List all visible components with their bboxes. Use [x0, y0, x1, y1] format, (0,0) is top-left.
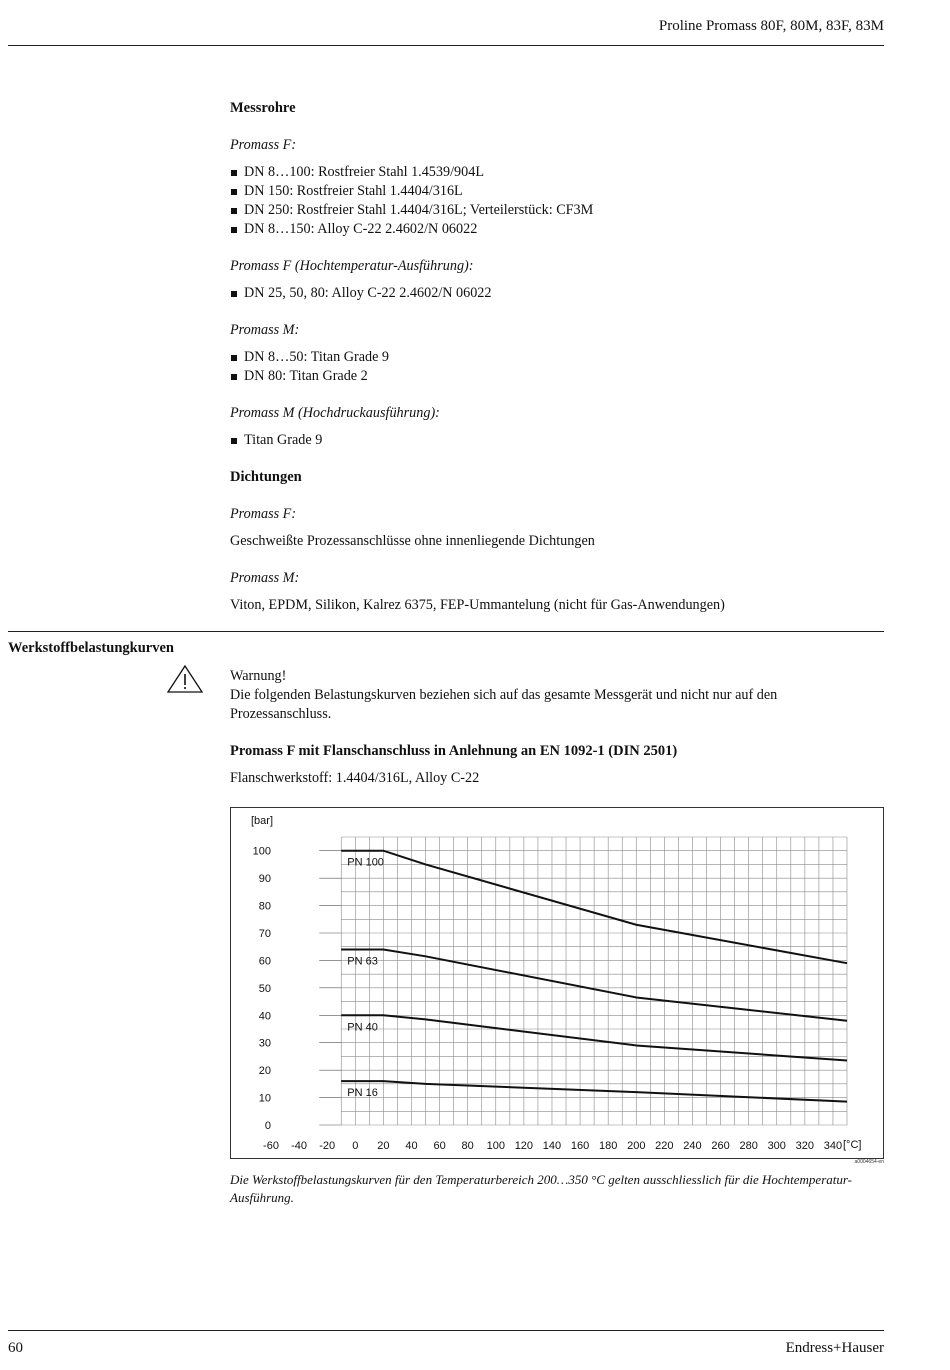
page-number: 60	[8, 1340, 23, 1356]
y-tick-label: 20	[258, 1065, 271, 1078]
list-item: DN 8…50: Titan Grade 9	[230, 348, 890, 367]
y-tick-label: 100	[252, 845, 271, 858]
group-label-promass-m-hd: Promass M (Hochdruckausführung):	[230, 405, 440, 421]
chart-axes	[319, 851, 341, 1125]
x-tick-label: 340	[823, 1140, 843, 1152]
chart-caption: Die Werkstoffbelastungskurven für den Temperaturbereich 200…350 °C gelten ausschliesslich für die Hochtemperatur-Ausführung.	[230, 1172, 853, 1205]
x-tick-label: 160	[570, 1140, 590, 1152]
promass-m-list	[230, 348, 890, 386]
x-tick-label: 300	[767, 1140, 786, 1152]
list-item: DN 250: Rostfreier Stahl 1.4404/316L; Verteilerstück: CF3M	[230, 201, 890, 220]
belastung-section	[230, 667, 890, 788]
y-tick-label: 80	[258, 900, 271, 913]
list-item: DN 150: Rostfreier Stahl 1.4404/316L	[230, 182, 890, 201]
x-tick-label: 20	[377, 1140, 390, 1152]
y-tick-label: 10	[258, 1092, 271, 1105]
series-label: PN 100	[347, 856, 384, 869]
chart-heading: Promass F mit Flanschanschluss in Anlehnung an EN 1092-1 (DIN 2501)	[230, 743, 678, 759]
list-item: Titan Grade 9	[230, 431, 890, 450]
x-tick-label: 0	[352, 1140, 359, 1152]
x-tick-label: 60	[433, 1140, 446, 1152]
x-tick-label: -60	[263, 1140, 279, 1152]
y-tick-label: 90	[258, 873, 271, 886]
pressure-temperature-chart	[231, 808, 883, 1158]
y-tick-label: 0	[264, 1120, 271, 1132]
dichtungen-f-text: Geschweißte Prozessanschlüsse ohne innenliegende Dichtungen	[230, 533, 595, 549]
dichtungen-f-label: Promass F:	[230, 506, 297, 522]
warning-title: Warnung!	[230, 668, 287, 684]
section-rule	[8, 631, 884, 632]
promass-f-ht-list	[230, 284, 890, 303]
chart-frame	[230, 807, 884, 1159]
y-tick-label: 60	[258, 955, 271, 968]
x-tick-label: 140	[542, 1140, 562, 1152]
promass-m-hd-list	[230, 431, 890, 450]
figure-code: a0004654-en	[854, 1159, 884, 1165]
list-item: DN 25, 50, 80: Alloy C-22 2.4602/N 06022	[230, 284, 890, 303]
y-tick-label: 50	[258, 982, 271, 995]
series-label: PN 40	[347, 1021, 378, 1034]
flange-material: Flanschwerkstoff: 1.4404/316L, Alloy C-22	[230, 770, 480, 786]
warning-icon	[166, 664, 204, 694]
group-label-promass-m: Promass M:	[230, 322, 300, 338]
y-tick-label: 70	[258, 928, 271, 940]
group-label-promass-f: Promass F:	[230, 137, 297, 153]
x-tick-label: 180	[598, 1140, 618, 1152]
x-tick-label: 280	[739, 1140, 758, 1152]
header-rule	[8, 45, 884, 46]
x-tick-label: 240	[683, 1140, 702, 1152]
header-title: Proline Promass 80F, 80M, 83F, 83M	[658, 18, 884, 34]
dichtungen-m-label: Promass M:	[230, 570, 300, 586]
footer-brand: Endress+Hauser	[785, 1340, 884, 1356]
x-tick-label: 120	[514, 1140, 534, 1152]
list-item: DN 8…100: Rostfreier Stahl 1.4539/904L	[230, 163, 890, 182]
warning-text: Die folgenden Belastungskurven beziehen sich auf das gesamte Messgerät und nicht nur auf den Prozessanschluss.	[230, 687, 778, 722]
x-tick-label: 40	[405, 1140, 418, 1152]
dichtungen-heading: Dichtungen	[230, 469, 302, 485]
list-item: DN 8…150: Alloy C-22 2.4602/N 06022	[230, 220, 890, 239]
messrohre-section	[230, 99, 890, 615]
dichtungen-m-text: Viton, EPDM, Silikon, Kalrez 6375, FEP-Ummantelung (nicht für Gas-Anwendungen)	[230, 597, 725, 613]
series-label: PN 16	[347, 1087, 378, 1100]
list-item: DN 80: Titan Grade 2	[230, 367, 890, 386]
x-tick-label: -40	[291, 1140, 308, 1152]
chart-tick-labels	[251, 815, 861, 1152]
y-tick-label: 30	[258, 1037, 271, 1050]
series-label: PN 63	[347, 955, 378, 968]
y-tick-label: 40	[258, 1010, 271, 1023]
chart-grid-vertical	[341, 837, 847, 1125]
group-label-promass-f-ht: Promass F (Hochtemperatur-Ausführung):	[230, 258, 474, 274]
messrohre-heading: Messrohre	[230, 100, 296, 116]
promass-f-list	[230, 163, 890, 239]
x-tick-label: 100	[486, 1140, 505, 1152]
x-tick-label: 260	[711, 1140, 730, 1152]
footer-rule	[8, 1330, 884, 1331]
x-tick-label: 320	[795, 1140, 815, 1152]
x-tick-label: 220	[655, 1140, 674, 1152]
section-side-title: Werkstoffbelastungkurven	[8, 640, 174, 656]
x-axis-label: [°C]	[843, 1139, 862, 1151]
x-tick-label: -20	[319, 1140, 336, 1152]
chart-series-labels	[347, 857, 384, 1099]
y-axis-label: [bar]	[251, 815, 274, 827]
x-tick-label: 200	[627, 1140, 646, 1152]
x-tick-label: 80	[461, 1140, 474, 1152]
